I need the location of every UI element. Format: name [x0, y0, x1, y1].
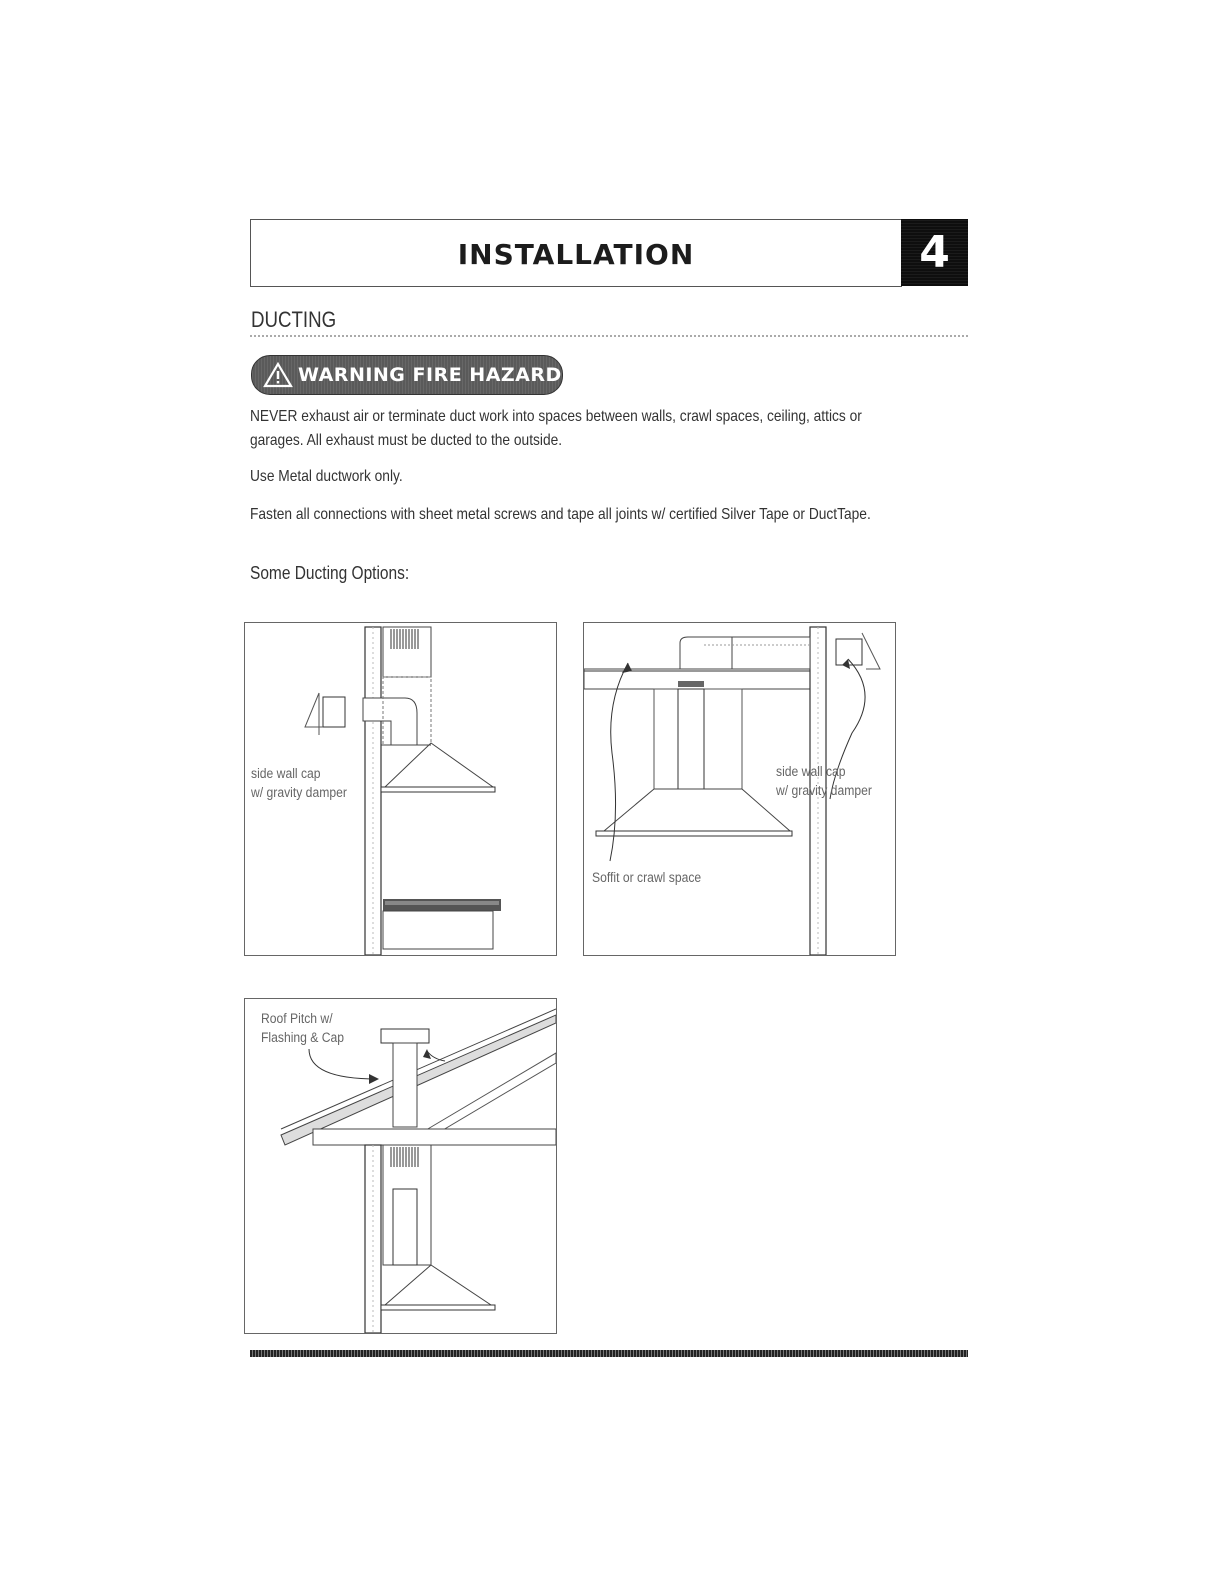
roof-pitch-diagram — [244, 998, 557, 1334]
footer-divider — [250, 1350, 968, 1357]
side-wall-cap-label-line-2: w/ gravity damper — [251, 785, 347, 800]
soffit-cap-label-line-1: side wall cap — [776, 764, 846, 779]
page-title: INSTALLATION — [457, 238, 695, 271]
ducting-options-heading: Some Ducting Options: — [250, 563, 410, 583]
roof-pitch-label — [261, 1009, 344, 1047]
roof-pitch-label-line-1: Roof Pitch w/ — [261, 1011, 333, 1026]
warning-paragraph-line-2: garages. All exhaust must be ducted to the outside. — [250, 432, 563, 449]
soffit-cap-label-line-2: w/ gravity damper — [776, 783, 872, 798]
side-wall-cap-label — [251, 764, 347, 802]
side-wall-cap-label-line-1: side wall cap — [251, 766, 321, 781]
section-divider — [250, 335, 968, 337]
warning-triangle-icon — [258, 362, 298, 388]
warning-label: WARNING FIRE HAZARD — [298, 364, 562, 386]
side-wall-cap-diagram — [244, 622, 557, 956]
soffit-space-label: Soffit or crawl space — [592, 870, 702, 885]
roof-pitch-illustration — [245, 999, 556, 1333]
roof-pitch-label-line-2: Flashing & Cap — [261, 1030, 345, 1045]
warning-banner — [251, 355, 563, 395]
metal-ductwork-note: Use Metal ductwork only. — [250, 468, 403, 485]
section-number-badge — [901, 219, 968, 286]
warning-paragraph-line-1: NEVER exhaust air or terminate duct work into spaces between walls, crawl spaces, ceiling, attics or — [250, 408, 862, 425]
fastening-note: Fasten all connections with sheet metal screws and tape all joints w/ certified Silver Tape or DuctTape. — [250, 506, 871, 523]
soffit-diagram — [583, 622, 896, 956]
section-heading: DUCTING — [251, 307, 337, 332]
warning-paragraph — [250, 405, 862, 453]
section-number: 4 — [919, 227, 950, 278]
soffit-cap-label — [776, 762, 872, 800]
header-box — [250, 219, 902, 287]
